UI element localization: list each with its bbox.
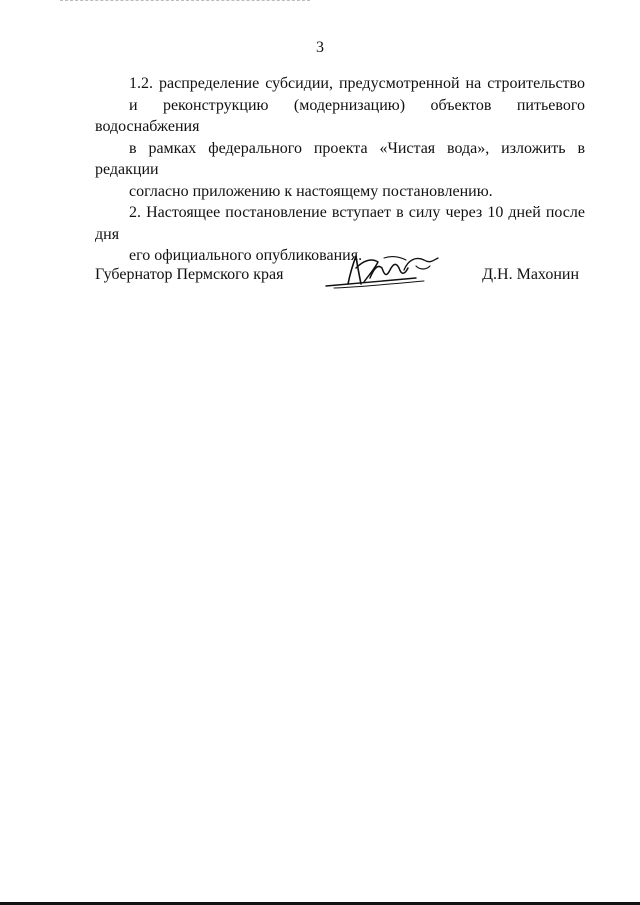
text-line: в рамках федерального проекта «Чистая вода», изложить в редакции <box>95 139 585 178</box>
signature-block <box>95 262 585 302</box>
text-line: 1.2. распределение субсидии, предусмотренной на строительство <box>129 75 585 92</box>
scan-artifact-top <box>60 0 310 3</box>
text-line: согласно приложению к настоящему постановлению. <box>129 182 493 200</box>
document-body <box>95 73 585 267</box>
text-line: 2. Настоящее постановление вступает в силу через 10 дней после дня <box>95 204 585 243</box>
signatory-name: Д.Н. Махонин <box>482 266 579 283</box>
text-line: и реконструкцию (модернизацию) объектов питьевого водоснабжения <box>95 96 585 135</box>
page-number: 3 <box>316 39 324 56</box>
text-line: его официального опубликования. <box>129 247 363 264</box>
handwritten-signature <box>320 248 445 298</box>
signatory-title: Губернатор Пермского края <box>95 266 284 283</box>
paragraph-1-2 <box>95 73 585 202</box>
